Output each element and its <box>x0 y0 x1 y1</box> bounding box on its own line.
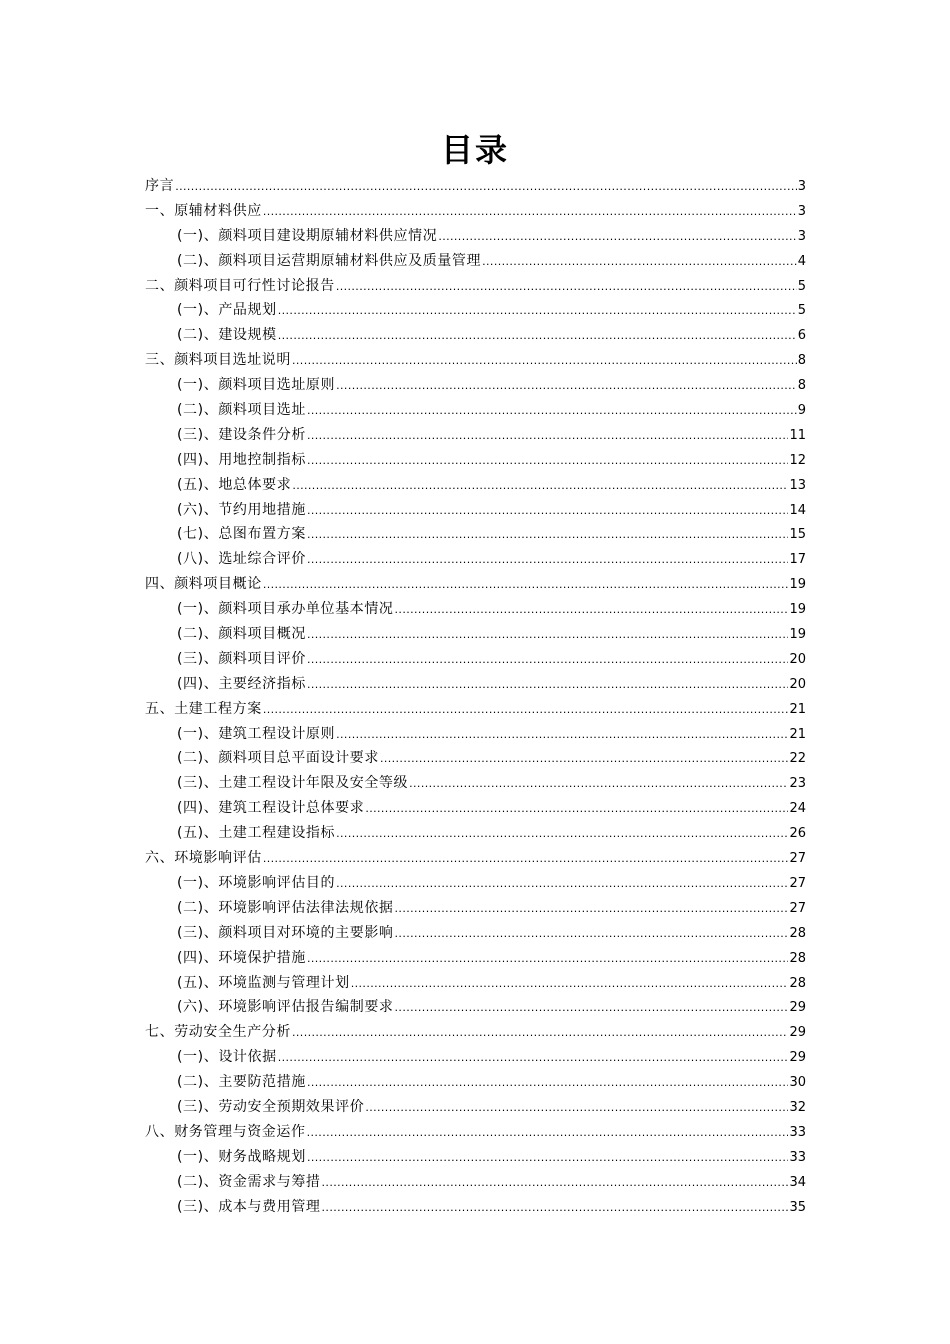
toc-entry-label: 五、土建工程方案 <box>145 700 262 717</box>
toc-chapter-entry[interactable] <box>145 697 806 722</box>
toc-page-number: 29 <box>789 1025 806 1041</box>
toc-section-entry[interactable] <box>145 597 806 622</box>
toc-dot-leader <box>336 275 797 300</box>
toc-entry-label: (三)、劳动安全预期效果评价 <box>177 1098 365 1115</box>
toc-page-number: 3 <box>797 203 806 219</box>
toc-page-number: 32 <box>789 1099 806 1115</box>
toc-dot-leader <box>278 324 797 349</box>
toc-dot-leader <box>322 1171 789 1196</box>
toc-dot-leader <box>395 996 789 1021</box>
toc-page-number: 34 <box>789 1174 806 1190</box>
toc-page-number: 19 <box>789 627 806 643</box>
toc-entry-label: 序言 <box>145 178 175 194</box>
toc-section-entry[interactable] <box>145 647 806 672</box>
toc-entry-label: 八、财务管理与资金运作 <box>145 1123 306 1140</box>
toc-page-number: 28 <box>789 925 806 941</box>
toc-page-number: 28 <box>789 975 806 991</box>
toc-section-entry[interactable] <box>145 622 806 647</box>
toc-dot-leader <box>307 1121 789 1146</box>
toc-entry-label: (六)、节约用地措施 <box>177 501 306 518</box>
toc-dot-leader <box>263 698 789 723</box>
toc-entry-label: (四)、主要经济指标 <box>177 675 306 692</box>
toc-entry-label: 三、颜料项目选址说明 <box>145 352 291 369</box>
toc-chapter-entry[interactable] <box>145 348 806 373</box>
toc-page-number: 27 <box>789 875 806 891</box>
toc-section-entry[interactable] <box>145 298 806 323</box>
toc-page-number: 3 <box>797 179 806 194</box>
toc-section-entry[interactable] <box>145 448 806 473</box>
toc-chapter-entry[interactable] <box>145 846 806 871</box>
toc-page-number: 33 <box>789 1149 806 1165</box>
toc-dot-leader <box>307 499 789 524</box>
toc-dot-leader <box>307 523 789 548</box>
toc-page-number: 35 <box>789 1199 806 1215</box>
toc-dot-leader <box>307 399 797 424</box>
toc-chapter-entry[interactable] <box>145 1120 806 1145</box>
toc-dot-leader <box>322 1196 789 1221</box>
toc-entry-label: (三)、颜料项目对环境的主要影响 <box>177 924 394 941</box>
toc-section-entry[interactable] <box>145 921 806 946</box>
toc-dot-leader <box>292 474 788 499</box>
toc-entry-label: (一)、颜料项目承办单位基本情况 <box>177 601 394 618</box>
toc-entry-label: (二)、资金需求与筹措 <box>177 1173 321 1190</box>
toc-section-entry[interactable] <box>145 971 806 996</box>
toc-entry-label: (四)、建筑工程设计总体要求 <box>177 800 365 817</box>
toc-entry-label: (二)、颜料项目概况 <box>177 626 306 643</box>
toc-entry-label: 七、劳动安全生产分析 <box>145 1024 291 1041</box>
toc-section-entry[interactable] <box>145 498 806 523</box>
toc-entry-label: 二、颜料项目可行性讨论报告 <box>145 277 335 294</box>
toc-entry-label: (五)、地总体要求 <box>177 476 292 493</box>
toc-page-number: 26 <box>789 826 806 842</box>
toc-entry-label: (三)、颜料项目评价 <box>177 650 306 667</box>
toc-dot-leader <box>263 573 789 598</box>
toc-page-number: 5 <box>797 278 806 294</box>
toc-dot-leader <box>336 822 788 847</box>
toc-entry-label: (一)、财务战略规划 <box>177 1148 306 1165</box>
toc-page-number: 29 <box>789 1050 806 1066</box>
toc-section-entry[interactable] <box>145 672 806 697</box>
toc-dot-leader <box>307 1071 789 1096</box>
toc-page-number: 27 <box>789 851 806 867</box>
toc-dot-leader <box>292 349 797 374</box>
toc-page-number: 20 <box>789 651 806 667</box>
toc-entry-label: (二)、主要防范措施 <box>177 1074 306 1091</box>
toc-section-entry[interactable] <box>145 995 806 1020</box>
toc-dot-leader <box>307 424 789 449</box>
toc-dot-leader <box>365 1096 788 1121</box>
toc-entry-label: 四、颜料项目概论 <box>145 576 262 593</box>
toc-dot-leader <box>307 673 789 698</box>
toc-page-number: 19 <box>789 602 806 618</box>
toc-page-number: 29 <box>789 1000 806 1016</box>
toc-dot-leader <box>307 648 789 673</box>
toc-page-number: 30 <box>789 1075 806 1091</box>
toc-dot-leader <box>395 922 789 947</box>
toc-entry-label: (二)、颜料项目运营期原辅材料供应及质量管理 <box>177 252 482 269</box>
toc-section-entry[interactable] <box>145 821 806 846</box>
toc-dot-leader <box>336 872 788 897</box>
toc-page-number: 19 <box>789 577 806 593</box>
toc-chapter-entry[interactable] <box>145 199 806 224</box>
toc-entry-label: (四)、环境保护措施 <box>177 949 306 966</box>
toc-dot-leader <box>307 947 789 972</box>
toc-dot-leader <box>336 374 797 399</box>
toc-chapter-entry[interactable] <box>145 174 806 199</box>
toc-dot-leader <box>365 797 788 822</box>
toc-entry-label: (三)、成本与费用管理 <box>177 1198 321 1215</box>
toc-page-number: 14 <box>789 502 806 518</box>
toc-section-entry[interactable] <box>145 796 806 821</box>
toc-page-number: 8 <box>797 353 806 369</box>
toc-page-number: 28 <box>789 950 806 966</box>
toc-entry-label: 六、环境影响评估 <box>145 850 262 867</box>
toc-entry-label: 一、原辅材料供应 <box>145 202 262 219</box>
toc-dot-leader <box>438 225 796 250</box>
toc-entry-label: (四)、用地控制指标 <box>177 451 306 468</box>
toc-title: 目录 <box>440 131 509 169</box>
toc-dot-leader <box>351 972 789 997</box>
toc-list <box>145 174 806 1219</box>
toc-page-number: 17 <box>789 552 806 568</box>
toc-page-number: 24 <box>789 801 806 817</box>
toc-chapter-entry[interactable] <box>145 572 806 597</box>
toc-section-entry[interactable] <box>145 1145 806 1170</box>
toc-dot-leader <box>380 747 789 772</box>
toc-page-number: 23 <box>789 776 806 792</box>
toc-page-number: 20 <box>789 676 806 692</box>
toc-section-entry[interactable] <box>145 722 806 747</box>
toc-section-entry[interactable] <box>145 249 806 274</box>
toc-page-number: 4 <box>797 253 806 269</box>
toc-page-number: 21 <box>789 726 806 742</box>
toc-dot-leader <box>278 299 797 324</box>
toc-entry-label: (八)、选址综合评价 <box>177 551 306 568</box>
toc-page-number: 8 <box>797 378 806 394</box>
toc-dot-leader <box>307 623 789 648</box>
toc-dot-leader <box>292 1021 788 1046</box>
toc-page-number: 9 <box>797 403 806 419</box>
toc-page-number: 27 <box>789 900 806 916</box>
toc-dot-leader <box>395 598 789 623</box>
toc-dot-leader <box>263 847 789 872</box>
toc-section-entry[interactable] <box>145 398 806 423</box>
toc-entry-label: (一)、设计依据 <box>177 1049 277 1066</box>
toc-chapter-entry[interactable] <box>145 1020 806 1045</box>
toc-entry-label: (三)、土建工程设计年限及安全等级 <box>177 775 409 792</box>
toc-entry-label: (七)、总图布置方案 <box>177 526 306 543</box>
toc-page-number: 6 <box>797 328 806 344</box>
toc-section-entry[interactable] <box>145 473 806 498</box>
toc-section-entry[interactable] <box>145 1170 806 1195</box>
toc-chapter-entry[interactable] <box>145 274 806 299</box>
toc-section-entry[interactable] <box>145 896 806 921</box>
toc-section-entry[interactable] <box>145 1095 806 1120</box>
toc-section-entry[interactable] <box>145 1195 806 1220</box>
toc-entry-label: (一)、颜料项目选址原则 <box>177 377 336 394</box>
toc-dot-leader <box>278 1046 789 1071</box>
toc-section-entry[interactable] <box>145 1045 806 1070</box>
toc-dot-leader <box>482 250 797 275</box>
toc-page-number: 11 <box>789 427 806 443</box>
toc-entry-label: (一)、建筑工程设计原则 <box>177 725 336 742</box>
toc-dot-leader <box>263 200 797 225</box>
toc-page-number: 3 <box>797 228 806 244</box>
toc-entry-label: (二)、环境影响评估法律法规依据 <box>177 899 394 916</box>
toc-page-number: 22 <box>789 751 806 767</box>
toc-entry-label: (五)、土建工程建设指标 <box>177 825 336 842</box>
toc-page-number: 13 <box>789 477 806 493</box>
toc-page-number: 15 <box>789 527 806 543</box>
toc-dot-leader <box>307 449 789 474</box>
toc-page-number: 5 <box>797 303 806 319</box>
toc-section-entry[interactable] <box>145 423 806 448</box>
toc-section-entry[interactable] <box>145 323 806 348</box>
toc-entry-label: (五)、环境监测与管理计划 <box>177 974 350 991</box>
toc-dot-leader <box>395 897 789 922</box>
toc-dot-leader <box>336 723 788 748</box>
toc-section-entry[interactable] <box>145 373 806 398</box>
toc-entry-label: (二)、颜料项目总平面设计要求 <box>177 750 379 767</box>
toc-entry-label: (一)、产品规划 <box>177 302 277 319</box>
toc-page-number: 21 <box>789 701 806 717</box>
toc-entry-label: (一)、颜料项目建设期原辅材料供应情况 <box>177 227 438 244</box>
toc-dot-leader <box>307 1146 789 1171</box>
toc-dot-leader <box>307 548 789 573</box>
toc-section-entry[interactable] <box>145 946 806 971</box>
toc-section-entry[interactable] <box>145 547 806 572</box>
toc-dot-leader <box>175 175 797 200</box>
toc-section-entry[interactable] <box>145 1070 806 1095</box>
toc-entry-label: (三)、建设条件分析 <box>177 426 306 443</box>
toc-entry-label: (一)、环境影响评估目的 <box>177 874 336 891</box>
toc-section-entry[interactable] <box>145 746 806 771</box>
toc-section-entry[interactable] <box>145 522 806 547</box>
toc-section-entry[interactable] <box>145 771 806 796</box>
toc-entry-label: (二)、建设规模 <box>177 327 277 344</box>
toc-entry-label: (六)、环境影响评估报告编制要求 <box>177 999 394 1016</box>
toc-page-number: 12 <box>789 452 806 468</box>
toc-entry-label: (二)、颜料项目选址 <box>177 402 306 419</box>
toc-page-number: 33 <box>789 1124 806 1140</box>
toc-dot-leader <box>409 772 788 797</box>
toc-section-entry[interactable] <box>145 871 806 896</box>
toc-section-entry[interactable] <box>145 224 806 249</box>
